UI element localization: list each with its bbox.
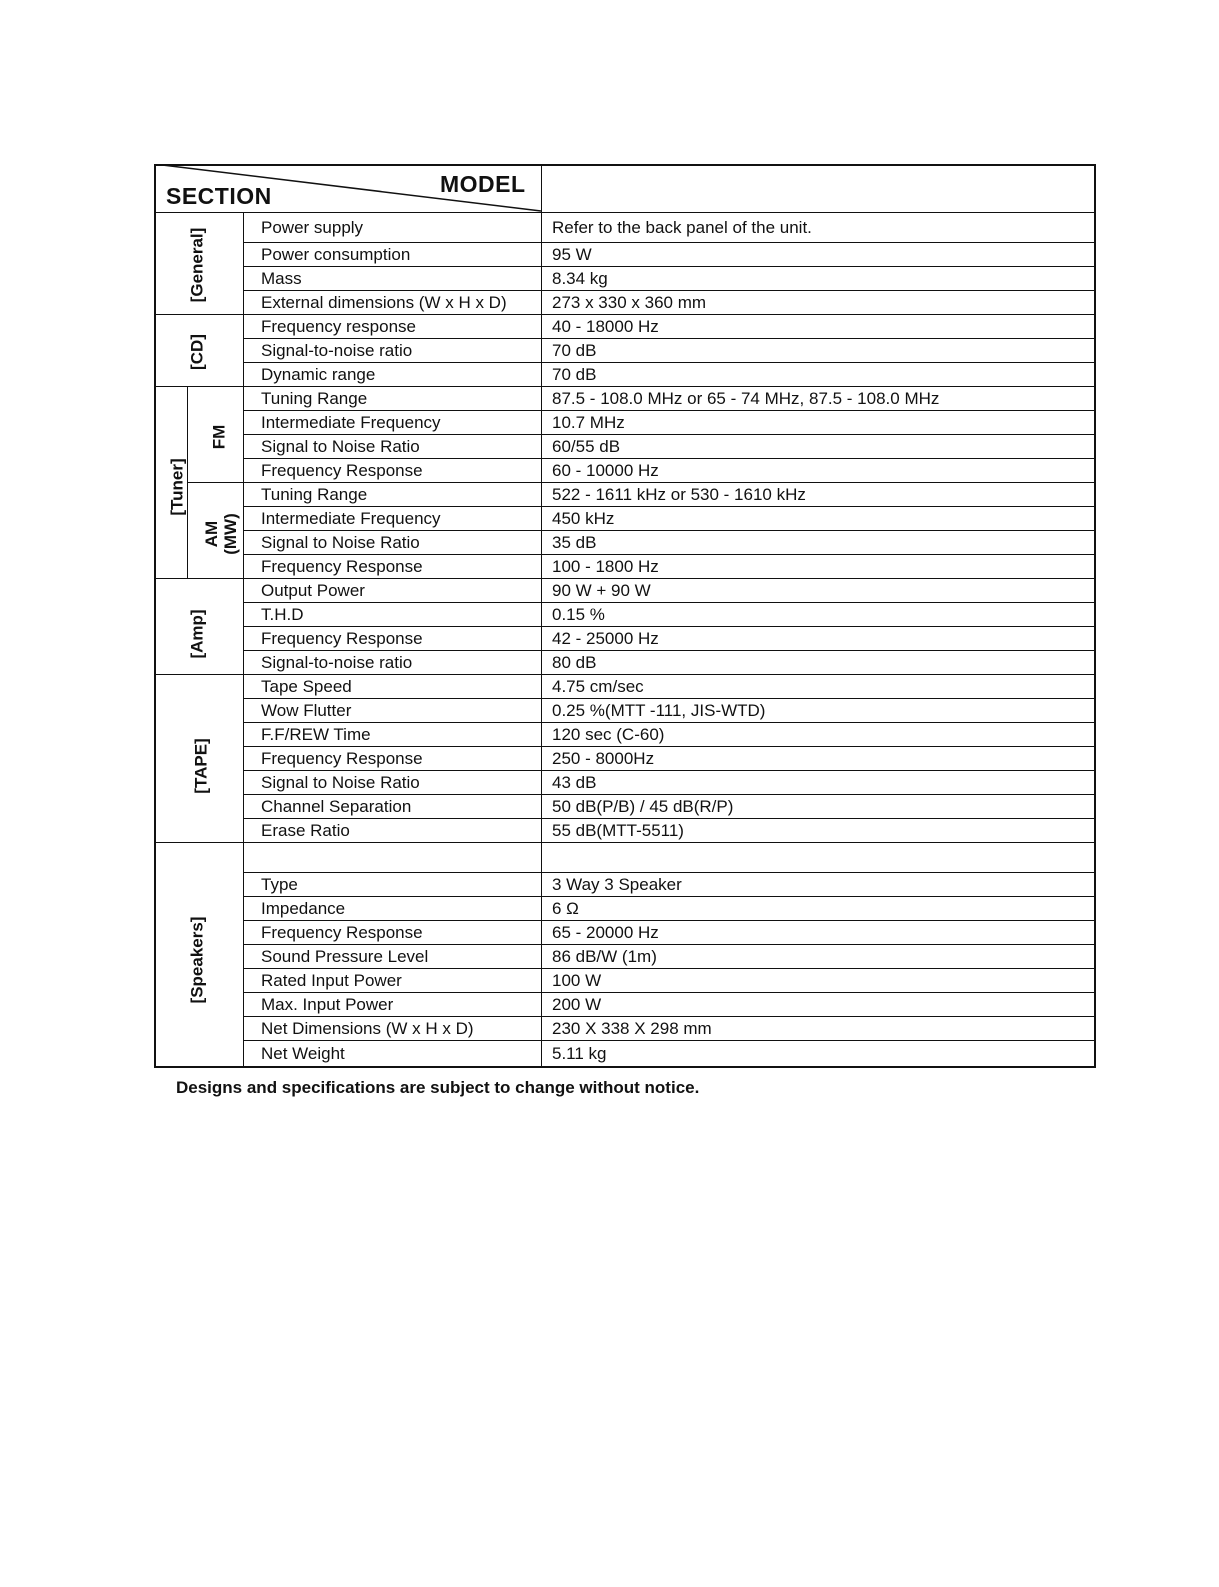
row-divider bbox=[243, 266, 1096, 267]
spec-param: Frequency Response bbox=[261, 461, 423, 480]
spec-value: Refer to the back panel of the unit. bbox=[552, 218, 812, 237]
spec-value: 65 - 20000 Hz bbox=[552, 923, 659, 942]
spec-value: 4.75 cm/sec bbox=[552, 677, 644, 696]
row-divider bbox=[243, 410, 1096, 411]
row-divider bbox=[243, 626, 1096, 627]
spec-param: Power supply bbox=[261, 218, 364, 237]
row-divider bbox=[243, 1040, 1096, 1041]
row-divider bbox=[243, 698, 1096, 699]
column-divider-model bbox=[541, 164, 542, 1068]
row-divider bbox=[243, 338, 1096, 339]
spec-value: 90 W + 90 W bbox=[552, 581, 651, 600]
spec-value: 42 - 25000 Hz bbox=[552, 629, 659, 648]
row-divider bbox=[243, 944, 1096, 945]
row-divider bbox=[243, 290, 1096, 291]
spec-param: Type bbox=[261, 875, 298, 894]
spec-value: 60/55 dB bbox=[552, 437, 621, 456]
spec-value: 3 Way 3 Speaker bbox=[552, 875, 682, 894]
spec-param: Power consumption bbox=[261, 245, 411, 264]
spec-param: Signal-to-noise ratio bbox=[261, 653, 413, 672]
spec-param: Mass bbox=[261, 269, 302, 288]
spec-param: Max. Input Power bbox=[261, 995, 394, 1014]
row-divider bbox=[243, 920, 1096, 921]
subgroup-divider bbox=[187, 482, 243, 483]
spec-value: 35 dB bbox=[552, 533, 597, 552]
spec-value: 87.5 - 108.0 MHz or 65 - 74 MHz, 87.5 - 108.0 MHz bbox=[552, 389, 940, 408]
spec-param: Signal to Noise Ratio bbox=[261, 773, 420, 792]
spec-param: Output Power bbox=[261, 581, 365, 600]
spec-value: 50 dB(P/B) / 45 dB(R/P) bbox=[552, 797, 734, 816]
row-divider bbox=[243, 818, 1096, 819]
spec-param: Tape Speed bbox=[261, 677, 352, 696]
spec-value: 5.11 kg bbox=[552, 1044, 607, 1063]
spec-param: Signal to Noise Ratio bbox=[261, 437, 420, 456]
row-divider bbox=[243, 872, 1096, 873]
row-divider bbox=[243, 554, 1096, 555]
row-divider bbox=[243, 482, 1096, 483]
spec-value: 60 - 10000 Hz bbox=[552, 461, 659, 480]
group-label-general: [General] bbox=[187, 227, 207, 303]
spec-value: 8.34 kg bbox=[552, 269, 608, 288]
group-divider bbox=[154, 314, 1096, 315]
spec-param: T.H.D bbox=[261, 605, 304, 624]
spec-value: 86 dB/W (1m) bbox=[552, 947, 657, 966]
group-label-am: AM (MW) bbox=[202, 513, 240, 555]
row-divider bbox=[243, 770, 1096, 771]
group-divider bbox=[154, 578, 1096, 579]
row-divider bbox=[243, 722, 1096, 723]
group-label-speakers: [Speakers] bbox=[187, 916, 207, 1004]
spec-value: 55 dB(MTT-5511) bbox=[552, 821, 684, 840]
row-divider bbox=[243, 242, 1096, 243]
group-divider bbox=[154, 842, 1096, 843]
spec-param: Intermediate Frequency bbox=[261, 413, 441, 432]
spec-param: Sound Pressure Level bbox=[261, 947, 429, 966]
group-label-fm: FM bbox=[209, 424, 229, 450]
row-divider bbox=[243, 746, 1096, 747]
group-divider bbox=[154, 674, 1096, 675]
row-divider bbox=[243, 530, 1096, 531]
spec-param: Intermediate Frequency bbox=[261, 509, 441, 528]
spec-param: Net Weight bbox=[261, 1044, 345, 1063]
row-divider bbox=[243, 434, 1096, 435]
spec-value: 450 kHz bbox=[552, 509, 615, 528]
group-label-tape: [TAPE] bbox=[191, 738, 211, 794]
spec-value: 522 - 1611 kHz or 530 - 1610 kHz bbox=[552, 485, 806, 504]
spec-param: Frequency Response bbox=[261, 749, 423, 768]
group-label-cd: [CD] bbox=[187, 334, 207, 370]
group-label-amp: [Amp] bbox=[187, 609, 207, 659]
spec-value: 10.7 MHz bbox=[552, 413, 625, 432]
spec-param: Frequency response bbox=[261, 317, 416, 336]
spec-value: 70 dB bbox=[552, 365, 597, 384]
spec-param: Tuning Range bbox=[261, 485, 368, 504]
spec-param: Wow Flutter bbox=[261, 701, 352, 720]
spec-param: Frequency Response bbox=[261, 557, 423, 576]
spec-param: Channel Separation bbox=[261, 797, 412, 816]
spec-param: Signal-to-noise ratio bbox=[261, 341, 413, 360]
column-divider-section bbox=[243, 212, 244, 1068]
spec-value: 200 W bbox=[552, 995, 602, 1014]
spec-param: F.F/REW Time bbox=[261, 725, 371, 744]
spec-param: Net Dimensions (W x H x D) bbox=[261, 1019, 474, 1038]
row-divider bbox=[243, 362, 1096, 363]
spec-param: Tuning Range bbox=[261, 389, 368, 408]
spec-value: 100 W bbox=[552, 971, 602, 990]
spec-value: 0.15 % bbox=[552, 605, 605, 624]
header-divider bbox=[154, 212, 1096, 213]
row-divider bbox=[243, 1016, 1096, 1017]
spec-value: 95 W bbox=[552, 245, 592, 264]
spec-value: 43 dB bbox=[552, 773, 597, 792]
row-divider bbox=[243, 458, 1096, 459]
row-divider bbox=[243, 896, 1096, 897]
spec-value: 250 - 8000Hz bbox=[552, 749, 655, 768]
row-divider bbox=[243, 992, 1096, 993]
spec-param: Rated Input Power bbox=[261, 971, 402, 990]
spec-param: Frequency Response bbox=[261, 923, 423, 942]
spec-value: 70 dB bbox=[552, 341, 597, 360]
model-header: MODEL bbox=[440, 171, 526, 197]
footer-note: Designs and specifications are subject to change without notice. bbox=[176, 1078, 700, 1097]
row-divider bbox=[243, 794, 1096, 795]
spec-value: 40 - 18000 Hz bbox=[552, 317, 659, 336]
spec-value: 120 sec (C-60) bbox=[552, 725, 665, 744]
section-header: SECTION bbox=[166, 183, 272, 209]
spec-value: 230 X 338 X 298 mm bbox=[552, 1019, 712, 1038]
row-divider bbox=[243, 650, 1096, 651]
group-divider bbox=[154, 386, 1096, 387]
spec-param: Impedance bbox=[261, 899, 346, 918]
spec-param: Erase Ratio bbox=[261, 821, 350, 840]
spec-param: Frequency Response bbox=[261, 629, 423, 648]
spec-param: Signal to Noise Ratio bbox=[261, 533, 420, 552]
row-divider bbox=[243, 506, 1096, 507]
spec-value: 80 dB bbox=[552, 653, 597, 672]
spec-param: External dimensions (W x H x D) bbox=[261, 293, 507, 312]
spec-value: 100 - 1800 Hz bbox=[552, 557, 659, 576]
spec-param: Dynamic range bbox=[261, 365, 376, 384]
row-divider bbox=[243, 968, 1096, 969]
row-divider bbox=[243, 602, 1096, 603]
group-label-tuner: [Tuner] bbox=[167, 458, 187, 516]
spec-value: 6 Ω bbox=[552, 899, 579, 918]
spec-value: 273 x 330 x 360 mm bbox=[552, 293, 707, 312]
spec-value: 0.25 %(MTT -111, JIS-WTD) bbox=[552, 701, 766, 720]
